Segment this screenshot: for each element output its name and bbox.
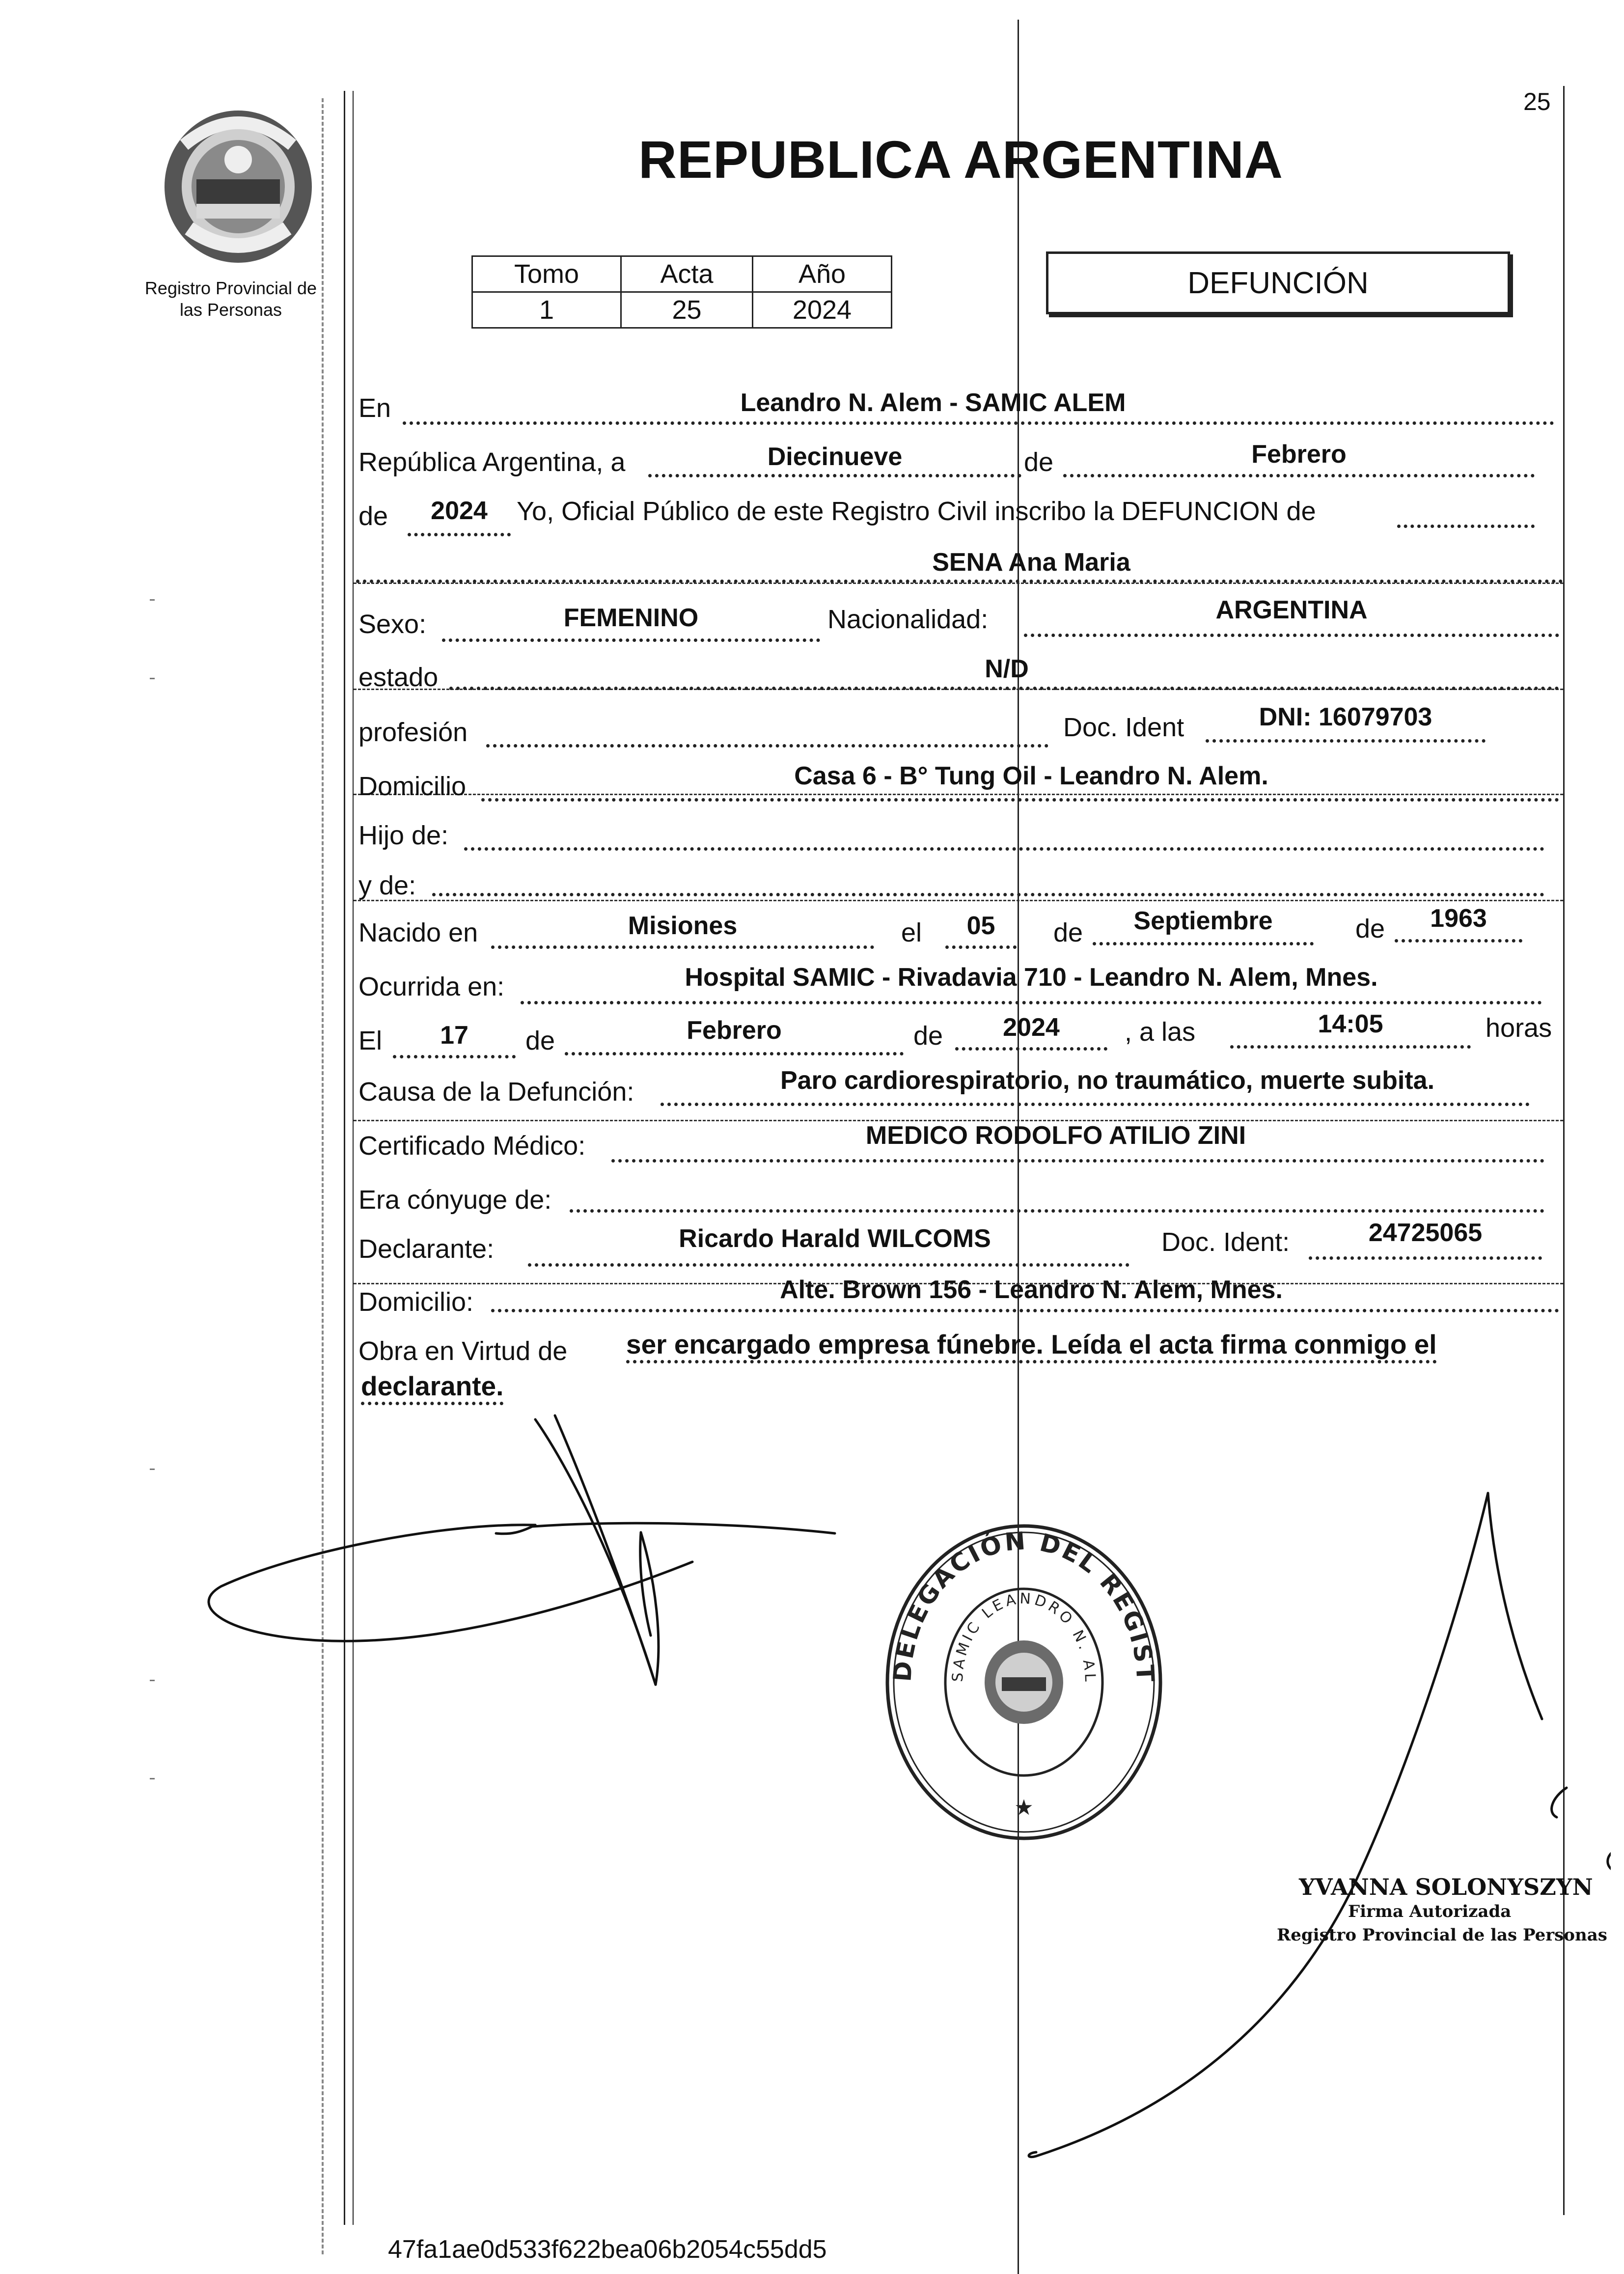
table-value-anio: 2024 bbox=[753, 292, 892, 328]
page-title: REPUBLICA ARGENTINA bbox=[638, 130, 1283, 189]
fill-line-profesion bbox=[486, 744, 1048, 748]
value-causa: Paro cardiorespiratorio, no traumático, muerte subita. bbox=[780, 1066, 1435, 1095]
label-estado: estado bbox=[358, 663, 439, 692]
row-separator bbox=[354, 794, 1563, 795]
value-nacionalidad: ARGENTINA bbox=[1215, 596, 1368, 624]
label-doc-ident-2: Doc. Ident: bbox=[1161, 1227, 1290, 1257]
label-el2: El bbox=[358, 1026, 383, 1055]
fill-line-certificado bbox=[611, 1159, 1544, 1163]
label-nac-de: de bbox=[1053, 918, 1083, 947]
province-seal bbox=[155, 106, 322, 268]
margin-dashed-line bbox=[322, 98, 325, 2254]
value-mes: Febrero bbox=[1251, 440, 1347, 469]
value-doc-2: 24725065 bbox=[1368, 1219, 1483, 1247]
value-nombre: SENA Ana Maria bbox=[932, 548, 1130, 577]
label-nacido: Nacido en bbox=[358, 918, 478, 947]
fill-line-nac-mes bbox=[1093, 942, 1314, 945]
label-en: En bbox=[358, 393, 391, 423]
label-de-anio: de bbox=[358, 501, 388, 531]
label-el: el bbox=[901, 918, 922, 947]
document-hash: 47fa1ae0d533f622bea06b2054c55dd5 bbox=[388, 2235, 827, 2264]
left-frame-line bbox=[344, 91, 345, 2225]
row-separator bbox=[354, 900, 1563, 901]
label-ocurrida: Ocurrida en: bbox=[358, 972, 505, 1001]
value-dia: Diecinueve bbox=[767, 443, 903, 471]
label-doc-ident: Doc. Ident bbox=[1063, 713, 1184, 742]
value-def-mes: Febrero bbox=[687, 1016, 782, 1045]
fill-line-def-dia bbox=[393, 1055, 516, 1058]
value-anio: 2024 bbox=[431, 497, 488, 525]
fill-line-nac-anio bbox=[1395, 939, 1522, 943]
label-hijo: Hijo de: bbox=[358, 821, 449, 850]
label-y-de: y de: bbox=[358, 871, 416, 900]
fill-line-ocurrida bbox=[521, 1001, 1542, 1004]
fill-line-doc-2 bbox=[1309, 1256, 1542, 1260]
registry-org-name bbox=[123, 277, 339, 321]
fill-line-causa bbox=[661, 1103, 1530, 1106]
official-office: Registro Provincial de las Personas bbox=[1277, 1925, 1607, 1945]
fill-line-def-mes bbox=[565, 1052, 904, 1055]
stamp-outer-text: DELEGACIÓN DEL REGIST bbox=[888, 1526, 1160, 1685]
value-doc: DNI: 16079703 bbox=[1259, 703, 1432, 731]
value-def-dia: 17 bbox=[440, 1021, 468, 1050]
act-type-label: DEFUNCIÓN bbox=[1187, 266, 1369, 300]
fill-line-def-anio bbox=[955, 1047, 1107, 1051]
table-value-tomo: 1 bbox=[472, 292, 621, 328]
label-obra: Obra en Virtud de bbox=[358, 1336, 568, 1366]
label-nac-de2: de bbox=[1355, 914, 1385, 943]
fill-line-estado bbox=[449, 687, 1559, 690]
value-sexo: FEMENINO bbox=[563, 604, 699, 632]
official-signature bbox=[1007, 1488, 1611, 2176]
label-republica: República Argentina, a bbox=[358, 447, 626, 477]
label-declarante: Declarante: bbox=[358, 1234, 495, 1264]
value-estado: N/D bbox=[985, 655, 1029, 683]
stamp-inner-text: SAMIC LEANDRO N. AL bbox=[949, 1590, 1099, 1685]
margin-tick bbox=[150, 1778, 155, 1779]
fill-line-declarante bbox=[528, 1263, 1129, 1267]
label-nacionalidad: Nacionalidad: bbox=[827, 605, 989, 634]
value-domicilio: Casa 6 - B° Tung Oil - Leandro N. Alem. bbox=[794, 762, 1268, 790]
table-header-acta: Acta bbox=[621, 256, 753, 292]
value-ocurrida: Hospital SAMIC - Rivadavia 710 - Leandro N. Alem, Mnes. bbox=[685, 963, 1378, 992]
org-name-line-2: las Personas bbox=[179, 300, 282, 320]
inscribo-text: Yo, Oficial Público de este Registro Civil inscribo la DEFUNCION de bbox=[517, 497, 1316, 526]
svg-text:★: ★ bbox=[1014, 1795, 1034, 1820]
page-number: 25 bbox=[1523, 88, 1551, 115]
value-obra-line-1: ser encargado empresa fúnebre. Leída el acta firma conmigo el bbox=[626, 1329, 1437, 1363]
label-def-de: de bbox=[525, 1026, 555, 1055]
fill-line-nacionalidad bbox=[1024, 634, 1559, 637]
left-frame-line-inner bbox=[353, 91, 354, 2225]
margin-tick bbox=[150, 678, 155, 679]
fill-line-sexo bbox=[442, 638, 820, 642]
fill-line-hora bbox=[1230, 1045, 1471, 1049]
fill-line-en bbox=[403, 421, 1554, 425]
fill-line-nombre bbox=[356, 580, 1563, 583]
value-nac-dia: 05 bbox=[966, 912, 995, 940]
table-header-anio: Año bbox=[753, 256, 892, 292]
fill-line-hijo bbox=[464, 847, 1544, 851]
fill-line-domicilio-2 bbox=[491, 1309, 1559, 1312]
fill-line-dia bbox=[648, 474, 1021, 477]
label-def-de2: de bbox=[913, 1021, 943, 1051]
value-nac-anio: 1963 bbox=[1430, 904, 1487, 933]
official-name: YVANNA SOLONYSZYN bbox=[1299, 1874, 1593, 1900]
label-profesion: profesión bbox=[358, 718, 468, 747]
fill-line-y-de bbox=[432, 893, 1544, 896]
fill-line-domicilio bbox=[481, 798, 1559, 802]
registry-table bbox=[471, 255, 892, 329]
label-certificado: Certificado Médico: bbox=[358, 1131, 586, 1161]
label-de-mes: de bbox=[1024, 447, 1054, 477]
value-certificado: MEDICO RODOLFO ATILIO ZINI bbox=[865, 1121, 1246, 1150]
table-header-tomo: Tomo bbox=[472, 256, 621, 292]
label-domicilio: Domicilio bbox=[358, 772, 467, 801]
fill-line-nac-dia bbox=[945, 945, 1017, 949]
declarant-signature bbox=[196, 1405, 859, 1778]
margin-tick bbox=[150, 1680, 155, 1681]
value-domicilio-2: Alte. Brown 156 - Leandro N. Alem, Mnes. bbox=[780, 1276, 1283, 1304]
label-domicilio-2: Domicilio: bbox=[358, 1287, 474, 1317]
margin-tick bbox=[150, 1469, 155, 1470]
org-name-line-1: Registro Provincial de bbox=[144, 278, 317, 298]
value-nacido: Misiones bbox=[628, 912, 738, 940]
margin-tick bbox=[150, 599, 155, 601]
official-role: Firma Autorizada bbox=[1348, 1902, 1512, 1921]
value-def-anio: 2024 bbox=[1003, 1013, 1060, 1042]
table-value-acta: 25 bbox=[621, 292, 753, 328]
fill-line-anio bbox=[408, 533, 511, 536]
label-sexo: Sexo: bbox=[358, 610, 427, 639]
fill-line-inscribo bbox=[1397, 525, 1535, 528]
value-declarante: Ricardo Harald WILCOMS bbox=[679, 1224, 991, 1253]
label-causa: Causa de la Defunción: bbox=[358, 1077, 634, 1107]
value-obra-line-2: declarante. bbox=[361, 1370, 503, 1405]
value-nac-mes: Septiembre bbox=[1133, 907, 1273, 935]
act-type-box bbox=[1046, 251, 1510, 314]
fill-line-conyuge bbox=[570, 1209, 1544, 1213]
fill-line-mes bbox=[1063, 474, 1535, 477]
label-horas: horas bbox=[1486, 1013, 1552, 1043]
fill-line-doc bbox=[1206, 739, 1486, 743]
value-hora: 14:05 bbox=[1318, 1010, 1383, 1038]
label-conyuge: Era cónyuge de: bbox=[358, 1185, 552, 1215]
value-en: Leandro N. Alem - SAMIC ALEM bbox=[740, 388, 1126, 417]
label-a-las: , a las bbox=[1125, 1017, 1196, 1047]
fill-line-nacido bbox=[491, 945, 874, 949]
